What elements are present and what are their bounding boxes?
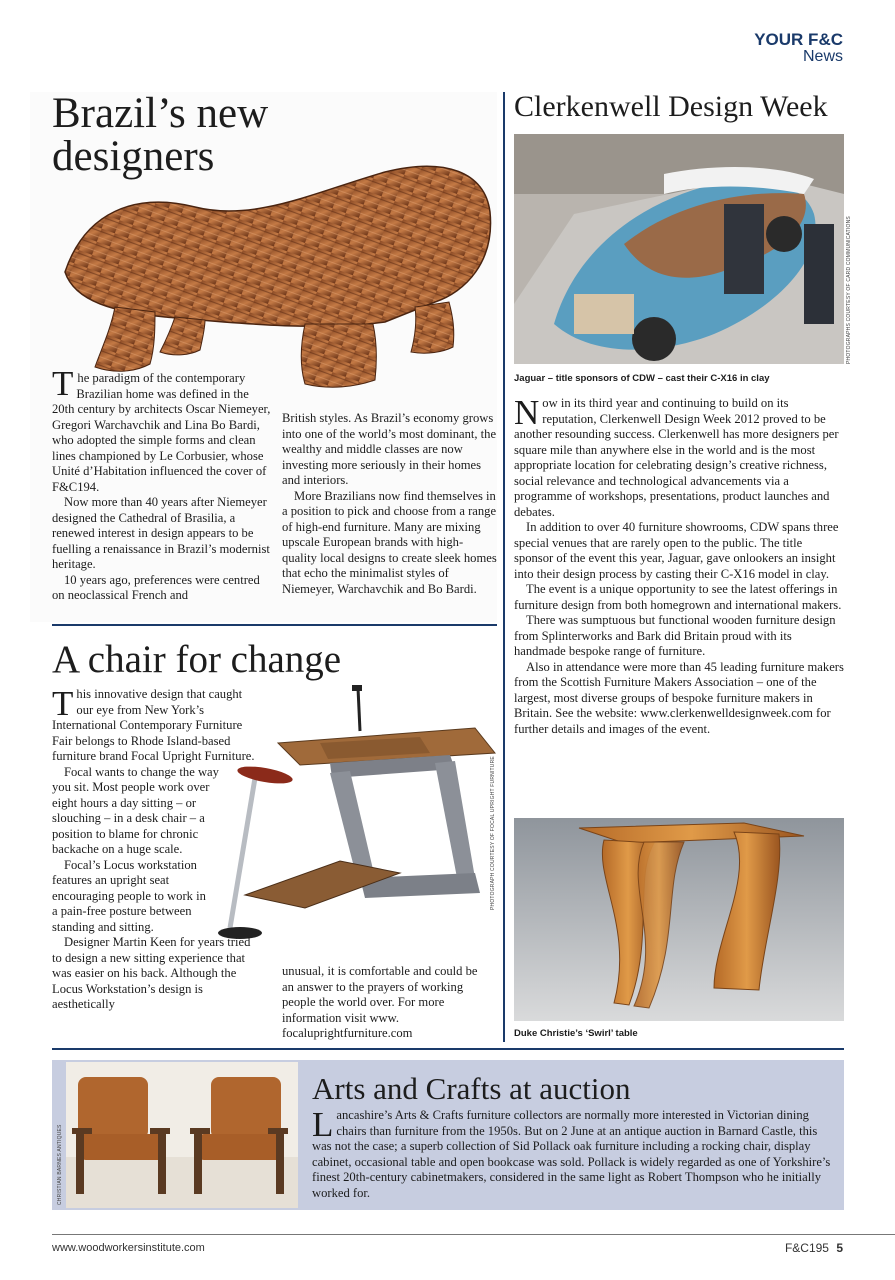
footer-rule [52,1234,895,1235]
brazil-paragraph-5: More Brazilians now find themselves in a position to pick and choose from a range of high-end furniture. Many are mixing upscale European brands with high-quality local designs to create sleek homes that echo the minimalist styles of Niemeyer, Warchavchik and Bo Bardi. [282,488,497,596]
brazil-paragraph-3: 10 years ago, preferences were centred on neoclassical French and [52,572,260,602]
jaguar-caption: Jaguar – title sponsors of CDW – cast their C-X16 in clay [514,373,770,384]
chair-column-1 [52,684,257,1013]
brazil-paragraph-2: Now more than 40 years after Niemeyer designed the Cathedral of Brasilia, a renewed interest in design appears to be fuelling a renaissance in Brazil’s modernist heritage. [52,495,270,571]
chair-dropcap: T [52,684,74,723]
column-divider [503,92,505,1042]
chair-paragraph-1: his innovative design that caught our eye from New York’s International Contemporary Furniture Fair belongs to Rhode Island-based furniture brand Focal Upright Furniture. [52,687,255,763]
wooden-sofa-image [55,152,495,392]
subsection-label: News [802,48,843,65]
clerkenwell-paragraph-1: ow in its third year and continuing to build on its reputation, Clerkenwell Design Week 2012 proved to be another resounding success. Clerkenwell has more designers per square mile than anywhere else in the world and is the most appropriate location for celebrating design’s creative richness, social relevance and technological advancements via a programme of workshops, presentations, product launches and debates. [514,396,839,519]
brazil-dropcap: T [52,364,74,403]
auction-body [312,1105,834,1201]
brazil-paragraph-4: British styles. As Brazil’s economy grows into one of the world’s most dominant, the wealthy and middle classes are now investing more seriously in their homes and interiors. [282,411,497,487]
section-label: YOUR F&C [754,30,843,49]
auction-paragraph: ancashire’s Arts & Crafts furniture collectors are normally more interested in Victorian dining chairs than furniture from the 1950s. But on 2 June at an antique auction in Barnard Castle, this was not the case; a superb collection of Sid Pollack oak furniture including a rocking chair, display cabinet, occasional table and open bookcase was sold. Pollack is widely regarded as one of Yorkshire’s finest 20th-century cabinetmakers, considered in the same light as Robert Thompson who he initially worked for. [312,1108,831,1200]
footer-page-number: 5 [836,1241,843,1255]
brazil-title-line1: Brazil’s new [52,90,269,137]
section-divider [52,624,497,626]
chair-photo-credit: PHOTOGRAPH COURTESY OF FOCAL UPRIGHT FURNITURE [490,756,496,910]
clerkenwell-paragraph-5: Also in attendance were more than 45 leading furniture makers from the Scottish Furniture Makers Association – one of the largest, most diverse groups of bespoke furniture makers in Britain. See the website: www.clerkenwelldesignweek.com for further details and images of the event. [514,659,844,736]
chair-paragraph-2: Focal wants to change the way you sit. Most people work over eight hours a day sitting – or slouching – in a desk chair – a position to blame for chronic backache on a huge scale. [52,764,219,856]
clerkenwell-paragraph-3: The event is a unique opportunity to see the latest offerings in furniture design from both homegrown and international makers. [514,582,842,612]
chair-paragraph-5: unusual, it is comfortable and could be an answer to the prayers of working people the world over. For more information visit www. focaluprightfurniture.com [282,964,478,1040]
clerkenwell-dropcap: N [514,393,540,432]
brazil-title-line2: designers [52,133,215,180]
jaguar-car-image [514,134,844,364]
clerkenwell-paragraph-2: In addition to over 40 furniture showrooms, CDW spans three special venues that are rarely open to the public. The title sponsor of the event this year, Jaguar, gave onlookers an insight into their design process by casting their C-X16 model in clay. [514,520,839,581]
chair-column-2 [282,964,487,1042]
clerkenwell-title: Clerkenwell Design Week [514,90,828,123]
chair-paragraph-4: Designer Martin Keen for years tried to design a new sitting experience that was easier on his back. Although the Locus Workstation’s design is aesthetically [52,935,251,1011]
auction-dropcap: L [312,1105,334,1144]
oak-chairs-image [66,1062,298,1208]
table-caption: Duke Christie’s ‘Swirl’ table [514,1028,638,1039]
footer-issue: F&C195 [784,1241,829,1255]
clerkenwell-body [514,393,844,737]
auction-title: Arts and Crafts at auction [312,1071,631,1106]
auction-photo-credit: CHRISTIAN BARNES ANTIQUES [57,1124,63,1205]
footer-website: www.woodworkersinstitute.com [52,1242,205,1254]
footer-page-info [785,1241,843,1255]
brazil-paragraph-1: he paradigm of the contemporary Brazilian home was defined in the 20th century by architects Oscar Niemeyer, Gregori Warchavchik and Lina Bo Bardi, who adopted the simple forms and clean lines championed by Le Corbusier, whose Unité d’Habitation influenced the cover of F&C194. [52,371,271,494]
chair-title: A chair for change [52,638,342,681]
clerkenwell-paragraph-4: There was sumptuous but functional wooden furniture design from Splinterworks and Bark did Britain proud with its handmade bespoke range of furniture. [514,613,836,658]
auction-divider [52,1048,844,1050]
brazil-column-1 [52,364,274,604]
swirl-table-image [514,818,844,1021]
chair-paragraph-3: Focal’s Locus workstation features an upright seat encouraging people to work in a pain-free posture between standing and sitting. [52,857,206,934]
brazil-column-2 [282,411,498,597]
clerkenwell-photo-credit: PHOTOGRAPHS COURTESY OF CARD COMMUNICATIONS [846,216,852,364]
